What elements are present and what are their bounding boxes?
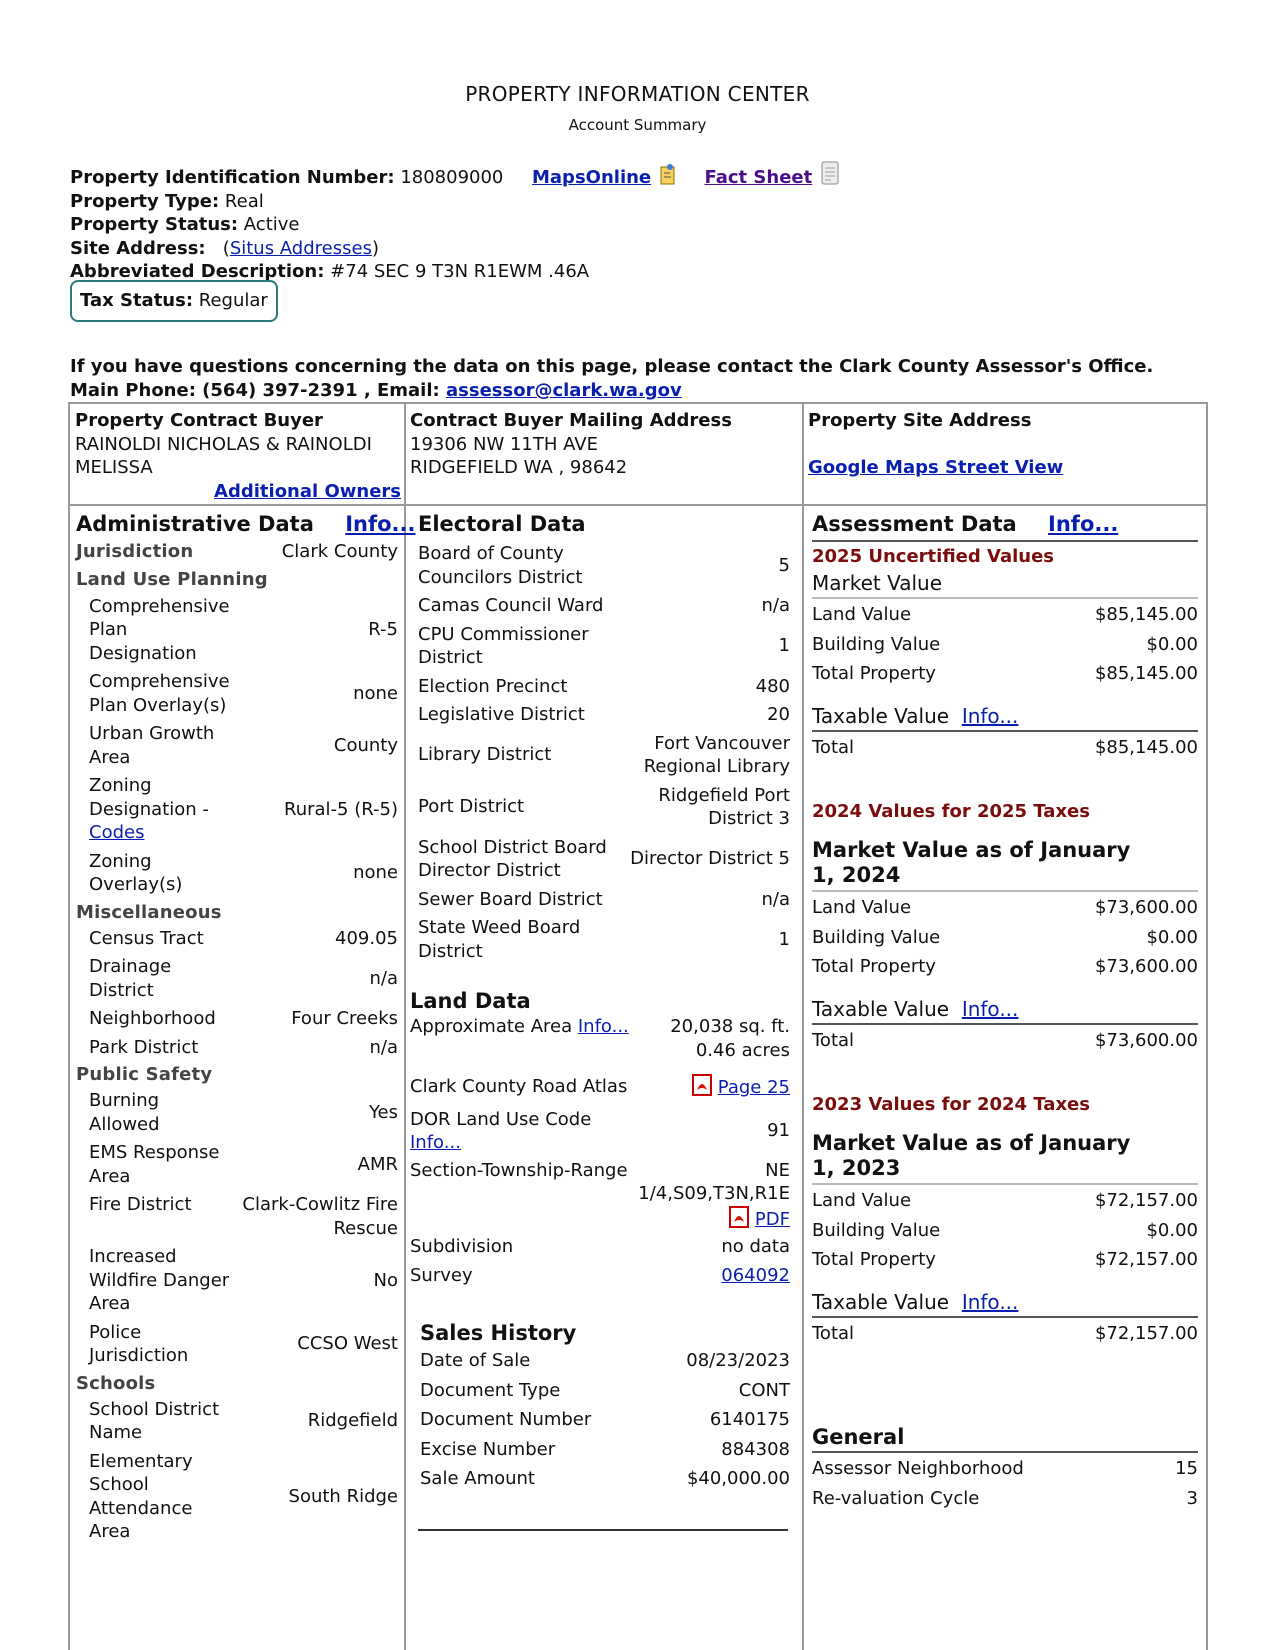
electoral-label: Library District [418, 744, 552, 766]
electoral-row [418, 732, 790, 779]
tax-status-value: Regular [198, 290, 268, 311]
y2025-market-heading: Market Value [812, 571, 943, 595]
admin-info-link[interactable]: Info... [345, 512, 416, 536]
fire-value: Clark-Cowlitz Fire Rescue [242, 1194, 398, 1239]
admin-title: Administrative Data [76, 512, 314, 536]
column-divider [802, 404, 804, 1650]
electoral-row [418, 594, 790, 618]
electoral-value: n/a [761, 595, 790, 616]
electoral-value: 480 [755, 675, 790, 697]
dor-value: 91 [767, 1120, 790, 1142]
sales-value: 08/23/2023 [686, 1350, 790, 1371]
wildfire-label: Increased Wildfire Danger Area [89, 1246, 230, 1314]
buyer-header: Property Contract Buyer [75, 410, 323, 431]
y2025-heading: 2025 Uncertified Values [812, 546, 1055, 567]
y2025-total-value: $85,145.00 [1094, 736, 1198, 758]
mailing-line2: RIDGEFIELD WA , 98642 [410, 457, 628, 478]
comp-plan-label: Comprehensive Plan Designation [89, 595, 230, 664]
park-label: Park District [89, 1036, 199, 1058]
pin-value: 180809000 [400, 167, 504, 188]
area-acres: 0.46 acres [695, 1039, 790, 1061]
y2023-land-value: $72,157.00 [1094, 1190, 1198, 1211]
tax-status-box [70, 280, 278, 322]
contact-line: If you have questions concerning the data on this page, please contact the Clark County Assessor's Office. [70, 356, 1154, 377]
email-link[interactable]: assessor@clark.wa.gov [446, 380, 682, 401]
burning-value: Yes [368, 1101, 398, 1123]
school-district-label: School District Name [89, 1398, 220, 1443]
electoral-row [418, 888, 790, 912]
sales-row [420, 1379, 790, 1403]
electoral-value: Director District 5 [630, 848, 790, 870]
divider [812, 890, 1198, 892]
site-address-label: Site Address: [70, 237, 206, 259]
schools-heading: Schools [76, 1372, 156, 1394]
electoral-value: Fort Vancouver Regional Library [643, 732, 790, 777]
sales-row [420, 1408, 790, 1432]
y2025-building-value: $0.00 [1146, 633, 1198, 655]
sales-value: CONT [738, 1379, 790, 1401]
electoral-label: Election Precinct [418, 675, 568, 697]
census-label: Census Tract [89, 927, 204, 949]
assessment-info-link[interactable]: Info... [1048, 512, 1119, 536]
mailing-line1: 19306 NW 11TH AVE [410, 433, 598, 455]
zoning-codes-link[interactable]: Codes [89, 822, 145, 843]
zoning-value: Rural-5 (R-5) [284, 798, 398, 820]
neighborhood-label: Neighborhood [89, 1008, 216, 1029]
jurisdiction-label: Jurisdiction [76, 541, 194, 562]
y2024-taxable-info-link[interactable]: Info... [961, 996, 1019, 1021]
y2024-total-property-label: Total Property [812, 956, 936, 977]
contact-info [70, 355, 1153, 403]
sales-value: $40,000.00 [686, 1468, 790, 1489]
electoral-value: 1 [778, 635, 790, 657]
electoral-row [418, 542, 790, 589]
neighborhood-value: Four Creeks [291, 1008, 398, 1029]
sales-value: 884308 [721, 1438, 790, 1460]
y2024-heading: 2024 Values for 2025 Taxes [812, 801, 1090, 822]
type-label: Property Type: [70, 190, 220, 212]
divider [812, 597, 1198, 599]
school-district-value: Ridgefield [307, 1410, 398, 1432]
y2023-total-value: $72,157.00 [1094, 1322, 1198, 1344]
sales-row [420, 1438, 790, 1462]
sales-row [420, 1349, 790, 1373]
y2025-land-value: $85,145.00 [1094, 604, 1198, 625]
column-divider [404, 404, 406, 1650]
site-address-cell [808, 409, 1206, 480]
y2024-building-value: $0.00 [1146, 926, 1198, 948]
sales-value: 6140175 [709, 1409, 790, 1430]
type-value: Real [224, 190, 264, 212]
atlas-label: Clark County Road Atlas [410, 1076, 628, 1097]
census-value: 409.05 [335, 927, 398, 949]
electoral-row [418, 703, 790, 727]
additional-owners-link[interactable]: Additional Owners [214, 480, 401, 502]
electoral-value: 20 [767, 704, 790, 725]
y2025-building-label: Building Value [812, 633, 941, 655]
electoral-data [410, 542, 790, 963]
fire-label: Fire District [89, 1194, 192, 1215]
y2024-land-label: Land Value [812, 897, 912, 918]
y2025-taxable-label: Taxable Value [812, 703, 950, 728]
page-title: PROPERTY INFORMATION CENTER [465, 82, 810, 106]
description-label: Abbreviated Description: [70, 261, 325, 282]
y2023-market-heading: Market Value as of January 1, 2023 [812, 1131, 1131, 1180]
assessor-neighborhood-label: Assessor Neighborhood [812, 1458, 1024, 1479]
urban-growth-label: Urban Growth Area [89, 723, 215, 768]
y2023-total-property-value: $72,157.00 [1094, 1249, 1198, 1270]
divider [812, 1316, 1198, 1318]
ems-value: AMR [357, 1153, 398, 1175]
maps-online-link[interactable]: MapsOnline [532, 167, 652, 188]
sales-history [410, 1349, 790, 1491]
street-view-link[interactable]: Google Maps Street View [808, 457, 1064, 478]
electoral-value: 1 [778, 928, 790, 950]
divider [812, 1183, 1198, 1185]
zoning-label: Zoning Designation - [89, 775, 209, 820]
site-header: Property Site Address [808, 410, 1032, 431]
status-label: Property Status: [70, 214, 239, 235]
elementary-value: South Ridge [288, 1485, 398, 1507]
page-subtitle: Account Summary [568, 116, 707, 134]
row-divider [70, 504, 1206, 506]
area-info-link[interactable]: Info... [577, 1016, 629, 1037]
y2024-total-value: $73,600.00 [1094, 1029, 1198, 1051]
electoral-label: State Weed Board District [418, 917, 581, 962]
sales-label: Sale Amount [420, 1468, 535, 1489]
misc-heading: Miscellaneous [76, 901, 222, 923]
area-label: Approximate Area [410, 1016, 573, 1037]
electoral-label: Board of County Councilors District [418, 543, 583, 588]
drainage-value: n/a [369, 967, 398, 989]
electoral-value: n/a [761, 888, 790, 910]
sales-label: Date of Sale [420, 1350, 531, 1371]
y2024-land-value: $73,600.00 [1094, 897, 1198, 918]
pin-label: Property Identification Number: [70, 167, 395, 188]
area-sqft: 20,038 sq. ft. [670, 1016, 790, 1037]
electoral-label: Legislative District [418, 704, 585, 725]
general-title: General [812, 1425, 905, 1449]
elementary-label: Elementary School Attendance Area [89, 1450, 193, 1542]
sales-title: Sales History [420, 1321, 577, 1345]
y2023-total-property-label: Total Property [812, 1249, 936, 1270]
sales-row [420, 1467, 790, 1491]
description-value: #74 SEC 9 T3N R1EWM .46A [330, 261, 590, 282]
revaluation-cycle-value: 3 [1186, 1487, 1198, 1509]
electoral-label: Sewer Board District [418, 888, 603, 910]
electoral-label: School District Board Director District [418, 836, 607, 881]
electoral-row [418, 836, 790, 883]
electoral-row [418, 916, 790, 963]
electoral-value: Ridgefield Port District 3 [658, 784, 790, 829]
burning-label: Burning Allowed [89, 1090, 160, 1135]
y2024-building-label: Building Value [812, 926, 941, 948]
subdivision-value: no data [721, 1236, 790, 1257]
fact-sheet-icon[interactable] [821, 161, 839, 185]
contract-buyer-cell [75, 409, 401, 503]
buyer-name: RAINOLDI NICHOLAS & RAINOLDI MELISSA [75, 433, 372, 478]
y2025-taxable-info-link[interactable]: Info... [961, 703, 1019, 728]
drainage-label: Drainage District [89, 956, 172, 1001]
land-title: Land Data [410, 989, 531, 1013]
y2024-market-heading: Market Value as of January 1, 2024 [812, 838, 1131, 887]
ems-label: EMS Response Area [89, 1142, 220, 1187]
survey-link[interactable]: 064092 [721, 1264, 790, 1286]
situs-addresses-link[interactable]: Situs Addresses [229, 237, 372, 259]
y2023-land-label: Land Value [812, 1190, 912, 1211]
park-value: n/a [369, 1036, 398, 1058]
sales-divider [418, 1529, 788, 1531]
y2023-total-label: Total [812, 1322, 855, 1344]
police-value: CCSO West [297, 1333, 398, 1355]
str-label: Section-Township-Range [410, 1159, 628, 1181]
electoral-label: Port District [418, 796, 525, 818]
y2023-building-value: $0.00 [1146, 1219, 1198, 1241]
mailing-address-cell [410, 409, 798, 480]
property-info: Property Identification Number: 180809000 MapsOnline Fact Sheet Property Type: Real Property Status: Active Site Address: (Situs Addresses) Abbreviated Description: #74 SEC 9 T3N R1EWM .46A [70, 161, 1220, 284]
y2025-total-property-label: Total Property [812, 663, 936, 684]
pdf-icon[interactable] [729, 1206, 749, 1228]
electoral-value: 5 [778, 554, 790, 576]
atlas-page-link[interactable]: Page 25 [717, 1077, 790, 1098]
divider [812, 540, 1198, 542]
sales-label: Document Number [420, 1409, 592, 1430]
divider [812, 1451, 1198, 1453]
subdivision-label: Subdivision [410, 1236, 514, 1257]
comp-plan-value: R-5 [368, 619, 398, 640]
electoral-row [418, 675, 790, 699]
comp-overlay-label: Comprehensive Plan Overlay(s) [89, 671, 230, 716]
public-safety-heading: Public Safety [76, 1064, 213, 1085]
y2023-building-label: Building Value [812, 1219, 941, 1241]
status-value: Active [243, 214, 300, 235]
land-use-heading: Land Use Planning [76, 568, 268, 590]
electoral-row [418, 784, 790, 831]
y2025-total-label: Total [812, 736, 855, 758]
divider [812, 1023, 1198, 1025]
y2025-total-property-value: $85,145.00 [1094, 663, 1198, 684]
sales-label: Excise Number [420, 1438, 556, 1460]
y2024-total-property-value: $73,600.00 [1094, 956, 1198, 977]
fact-sheet-link[interactable]: Fact Sheet [704, 167, 813, 188]
survey-label: Survey [410, 1264, 473, 1286]
str-value: NE 1/4,S09,T3N,R1E [638, 1159, 790, 1204]
administrative-data [76, 512, 416, 1544]
electoral-row [418, 623, 790, 670]
comp-overlay-value: none [353, 682, 398, 704]
maps-online-icon[interactable] [660, 163, 676, 185]
jurisdiction-value: Clark County [281, 541, 398, 562]
dor-info-link[interactable]: Info... [410, 1132, 461, 1153]
electoral-land-column [410, 512, 790, 1531]
zoning-overlay-value: none [353, 862, 398, 884]
revaluation-cycle-label: Re-valuation Cycle [812, 1487, 980, 1509]
main-grid [68, 402, 1208, 1650]
mailing-header: Contract Buyer Mailing Address [410, 410, 732, 431]
str-pdf-link[interactable]: PDF [754, 1208, 790, 1230]
y2024-taxable-label: Taxable Value [812, 996, 950, 1021]
y2024-total-label: Total [812, 1029, 855, 1051]
sales-label: Document Type [420, 1379, 561, 1401]
urban-growth-value: County [333, 734, 398, 756]
y2023-taxable-info-link[interactable]: Info... [961, 1289, 1019, 1314]
y2023-heading: 2023 Values for 2024 Taxes [812, 1094, 1090, 1115]
wildfire-value: No [373, 1269, 398, 1291]
divider [812, 730, 1198, 732]
zoning-overlay-label: Zoning Overlay(s) [89, 850, 183, 895]
assessment-title: Assessment Data [812, 512, 1017, 536]
pdf-icon[interactable] [692, 1074, 712, 1096]
y2023-taxable-label: Taxable Value [812, 1289, 950, 1314]
electoral-label: CPU Commissioner District [418, 623, 589, 668]
electoral-label: Camas Council Ward [418, 595, 604, 616]
assessment-data [812, 512, 1198, 1510]
phone-line: Main Phone: (564) 397-2391 , Email: [70, 380, 440, 401]
tax-status-label: Tax Status: [80, 290, 194, 311]
police-label: Police Jurisdiction [89, 1321, 189, 1366]
electoral-title: Electoral Data [418, 512, 586, 536]
assessor-neighborhood-value: 15 [1175, 1458, 1198, 1479]
dor-label: DOR Land Use Code [410, 1108, 592, 1130]
y2025-land-label: Land Value [812, 604, 912, 625]
